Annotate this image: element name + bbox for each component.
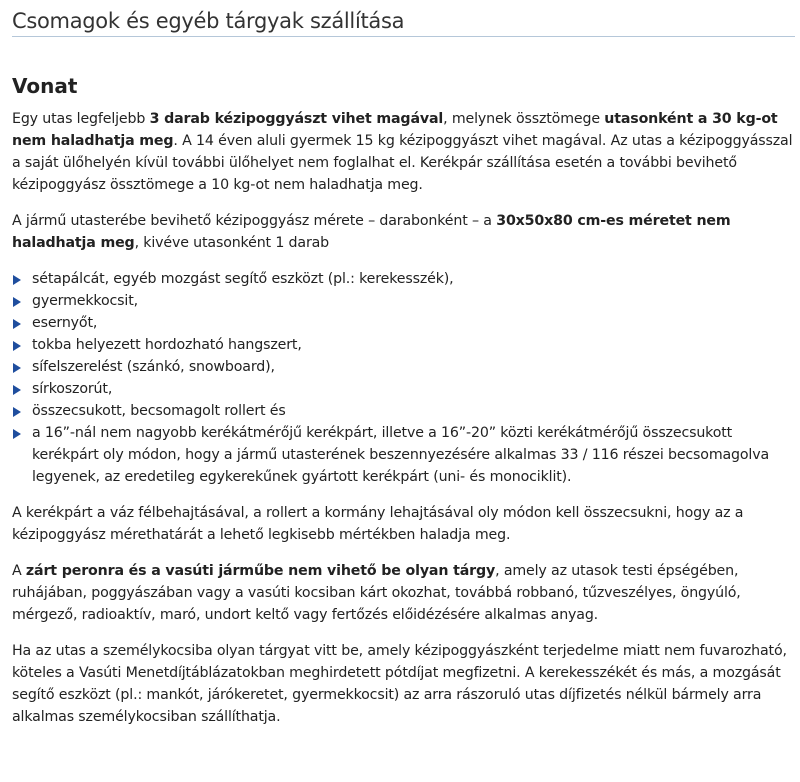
triangle-bullet-icon xyxy=(13,385,21,395)
page-title: Csomagok és egyéb tárgyak szállítása xyxy=(12,0,795,37)
bold-text: utasonként a 30 kg-ot nem haladhatja meg xyxy=(12,111,778,149)
text-span: , kivéve utasonként 1 darab xyxy=(134,235,330,251)
list-item xyxy=(12,356,795,378)
list-item xyxy=(12,378,795,400)
list-item-text: sífelszerelést (szánkó, snowboard), xyxy=(32,359,275,375)
text-span: , melynek össztömege xyxy=(443,111,605,127)
list-item-text: a 16”-nál nem nagyobb kerékátmérőjű kerékpárt, illetve a 16”-20” közti kerékátmérőjű összecsukott kerékpárt oly módon, hogy a jármű utasterének beszennyezésére alkalmas 33 / 116 részei becsomagolva legyenek, az eredetileg egykerekűnek gyártott kerékpárt (uni- és monociklit). xyxy=(32,425,770,485)
list-item-text: esernyőt, xyxy=(32,315,98,331)
list-item xyxy=(12,268,795,290)
list-item-text: sírkoszorút, xyxy=(32,381,113,397)
list-item xyxy=(12,422,795,488)
list-item xyxy=(12,334,795,356)
bold-text: 30x50x80 cm-es méretet nem haladhatja meg xyxy=(12,213,731,251)
exception-list xyxy=(12,268,795,488)
text-span: Egy utas legfeljebb xyxy=(12,111,150,127)
text-span: , amely az utasok testi épségében, ruhájában, poggyászában vagy a vasúti kocsiban kárt okozhat, továbbá robbanó, tűzveszélyes, öngyúló, mérgező, radioaktív, maró, undort keltő vagy fertőzés előidézésére alkalmas anyag. xyxy=(12,563,741,623)
paragraph-prohibited-items xyxy=(12,560,795,626)
list-item-text: összecsukott, becsomagolt rollert és xyxy=(32,403,286,419)
paragraph-folding-rules: A kerékpárt a váz félbehajtásával, a rollert a kormány lehajtásával oly módon kell összecsukni, hogy az a kézipoggyász mérethatárát a lehető legkisebb mértékben haladja meg. xyxy=(12,505,744,543)
list-item-text: tokba helyezett hordozható hangszert, xyxy=(32,337,302,353)
paragraph-hand-luggage-limits xyxy=(12,108,795,196)
bold-text: 3 darab kézipoggyászt vihet magával xyxy=(149,111,444,127)
text-span: A xyxy=(12,563,26,579)
paragraph-luggage-size xyxy=(12,210,795,254)
triangle-bullet-icon xyxy=(13,319,21,329)
bold-text: zárt peronra és a vasúti járműbe nem vihető be olyan tárgy xyxy=(25,563,496,579)
list-item-text: gyermekkocsit, xyxy=(32,293,138,309)
list-item-text: sétapálcát, egyéb mozgást segítő eszközt (pl.: kerekesszék), xyxy=(32,271,454,287)
triangle-bullet-icon xyxy=(13,341,21,351)
content-area xyxy=(12,0,795,728)
list-item xyxy=(12,290,795,312)
list-item xyxy=(12,400,795,422)
paragraph-surcharge: Ha az utas a személykocsiba olyan tárgyat vitt be, amely kézipoggyászként terjedelme miatt nem fuvarozható, köteles a Vasúti Menetdíjtáblázatokban meghirdetett pótdíjat megfizetni. A kerekesszékét és más, a mozgását segítő eszközt (pl.: mankót, járókeretet, gyermekkocsit) az arra rászoruló utas díjfizetés nélkül bármely arra alkalmas személykocsiban szállíthatja. xyxy=(12,643,787,725)
triangle-bullet-icon xyxy=(13,363,21,373)
triangle-bullet-icon xyxy=(13,275,21,285)
section-title-vonat: Vonat xyxy=(12,74,78,98)
list-item xyxy=(12,312,795,334)
text-span: . A 14 éven aluli gyermek 15 kg kézipoggyászt vihet magával. Az utas a kézipoggyásszal a saját ülőhelyén kívül további ülőhelyet nem foglalhat el. Kerékpár szállítása esetén a további bevihető kézipoggyász össztömege a 10 kg-ot nem haladhatja meg. xyxy=(12,133,793,193)
triangle-bullet-icon xyxy=(13,407,21,417)
triangle-bullet-icon xyxy=(13,429,21,439)
text-span: A jármű utasterébe bevihető kézipoggyász mérete – darabonként – a xyxy=(12,213,497,229)
triangle-bullet-icon xyxy=(13,297,21,307)
